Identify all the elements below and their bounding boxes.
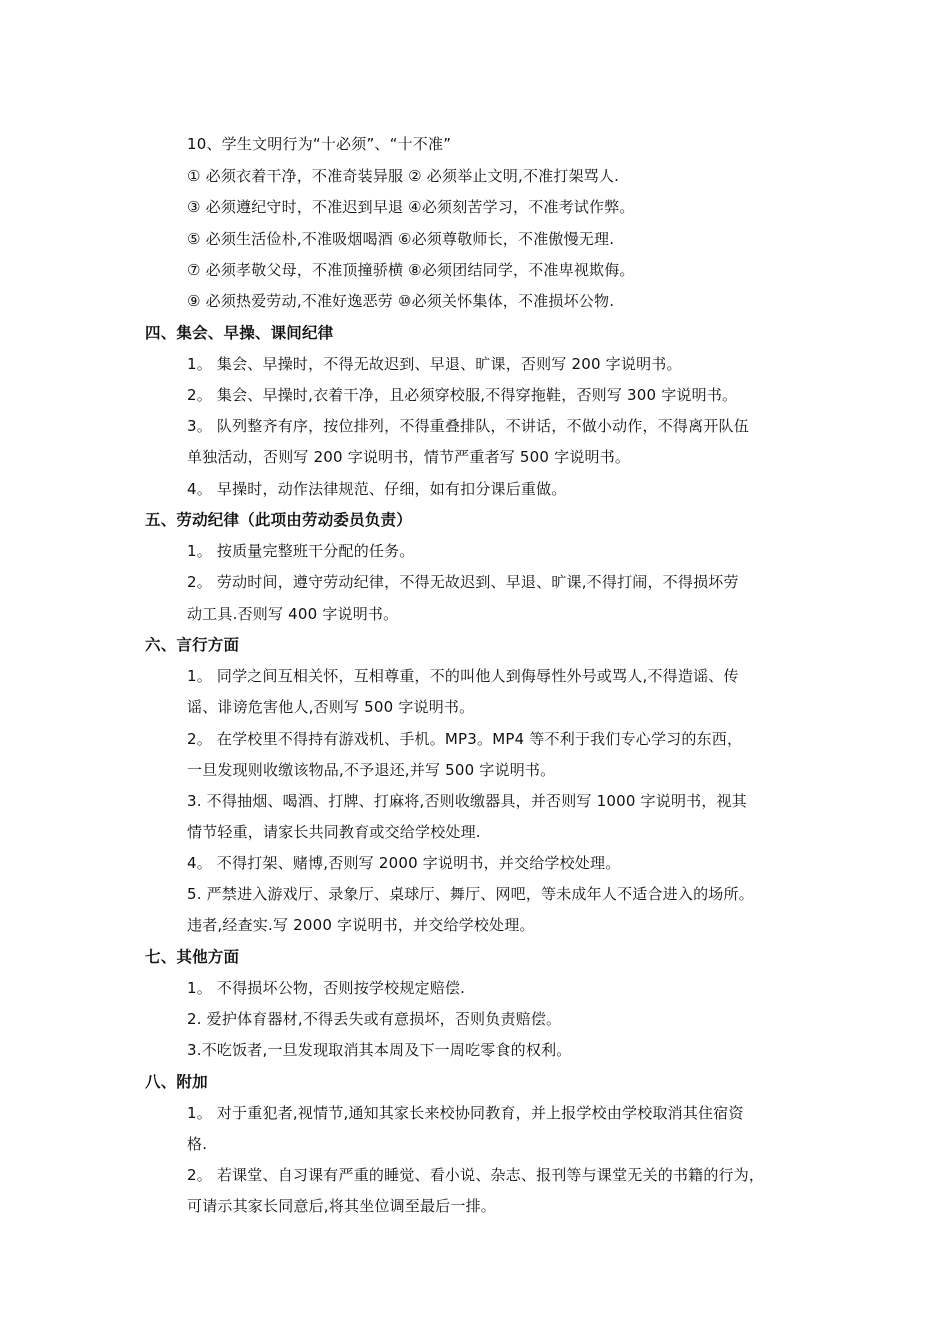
section-six-line-8: 5. 严禁进入游戏厅、录象厅、桌球厅、舞厅、网吧，等未成年人不适合进入的场所。 [187,885,754,903]
section-seven-line-1: 1。 不得损坏公物，否则按学校规定赔偿. [187,979,466,997]
section-seven-line-2: 2. 爱护体育器材,不得丢失或有意损坏，否则负责赔偿。 [187,1010,562,1028]
section-four-line-3: 3。 队列整齐有序，按位排列，不得重叠排队，不讲话，不做小动作，不得离开队伍 [187,417,749,435]
section-four-line-2: 2。 集会、早操时,衣着干净，且必须穿校服,不得穿拖鞋，否则写 300 字说明书。 [187,386,738,404]
section-five-line-1: 1。 按质量完整班干分配的任务。 [187,542,415,560]
section-six-line-4: 一旦发现则收缴该物品,不予退还,并写 500 字说明书。 [187,761,556,779]
section-ten-title: 10、学生文明行为“十必须”、“十不准” [187,135,452,153]
section-six-line-2: 谣、诽谤危害他人,否则写 500 字说明书。 [187,698,475,716]
section-five-line-2: 2。 劳动时间，遵守劳动纪律，不得无故迟到、早退、旷课,不得打闹，不得损坏劳 [187,573,739,591]
section-four-line-5: 4。 早操时，动作法律规范、仔细，如有扣分课后重做。 [187,480,567,498]
section-six-line-6: 情节轻重，请家长共同教育或交给学校处理. [187,823,481,841]
section-eight-heading: 八、附加 [145,1073,208,1091]
section-seven-heading: 七、其他方面 [145,948,240,966]
section-four-heading: 四、集会、早操、课间纪律 [145,324,334,342]
section-eight-line-3: 2。 若课堂、自习课有严重的睡觉、看小说、杂志、报刊等与课堂无关的书籍的行为， [187,1166,765,1184]
section-six-line-1: 1。 同学之间互相关怀，互相尊重，不的叫他人到侮辱性外号或骂人,不得造谣、传 [187,667,739,685]
rule-line-5: ⑨ 必须热爱劳动,不准好逸恶劳 ⑩必须关怀集体，不准损坏公物. [187,292,615,310]
section-six-line-9: 违者,经查实.写 2000 字说明书，并交给学校处理。 [187,916,535,934]
section-four-line-4: 单独活动，否则写 200 字说明书，情节严重者写 500 字说明书。 [187,448,631,466]
rule-line-3: ⑤ 必须生活俭朴,不准吸烟喝酒 ⑥必须尊敬师长，不准傲慢无理. [187,230,615,248]
section-six-line-3: 2。 在学校里不得持有游戏机、手机。MP3。MP4 等不利于我们专心学习的东西， [187,730,743,748]
section-four-line-1: 1。 集会、早操时，不得无故迟到、早退、旷课，否则写 200 字说明书。 [187,355,682,373]
rule-line-2: ③ 必须遵纪守时，不准迟到早退 ④必须刻苦学习，不准考试作弊。 [187,198,635,216]
section-five-line-3: 动工具.否则写 400 字说明书。 [187,605,399,623]
section-eight-line-4: 可请示其家长同意后,将其坐位调至最后一排。 [187,1197,496,1215]
section-six-heading: 六、言行方面 [145,636,240,654]
section-eight-line-1: 1。 对于重犯者,视情节,通知其家长来校协同教育，并上报学校由学校取消其住宿资 [187,1104,744,1122]
section-six-line-7: 4。 不得打架、赌博,否则写 2000 字说明书，并交给学校处理。 [187,854,621,872]
section-seven-line-3: 3.不吃饭者,一旦发现取消其本周及下一周吃零食的权利。 [187,1041,572,1059]
section-five-heading: 五、劳动纪律（此项由劳动委员负责） [145,511,412,529]
rule-line-4: ⑦ 必须孝敬父母，不准顶撞骄横 ⑧必须团结同学，不准卑视欺侮。 [187,261,635,279]
rule-line-1: ① 必须衣着干净，不准奇装异服 ② 必须举止文明,不准打架骂人. [187,167,620,185]
section-eight-line-2: 格. [187,1135,208,1153]
section-six-line-5: 3. 不得抽烟、喝酒、打牌、打麻将,否则收缴器具，并否则写 1000 字说明书，视其 [187,792,747,810]
